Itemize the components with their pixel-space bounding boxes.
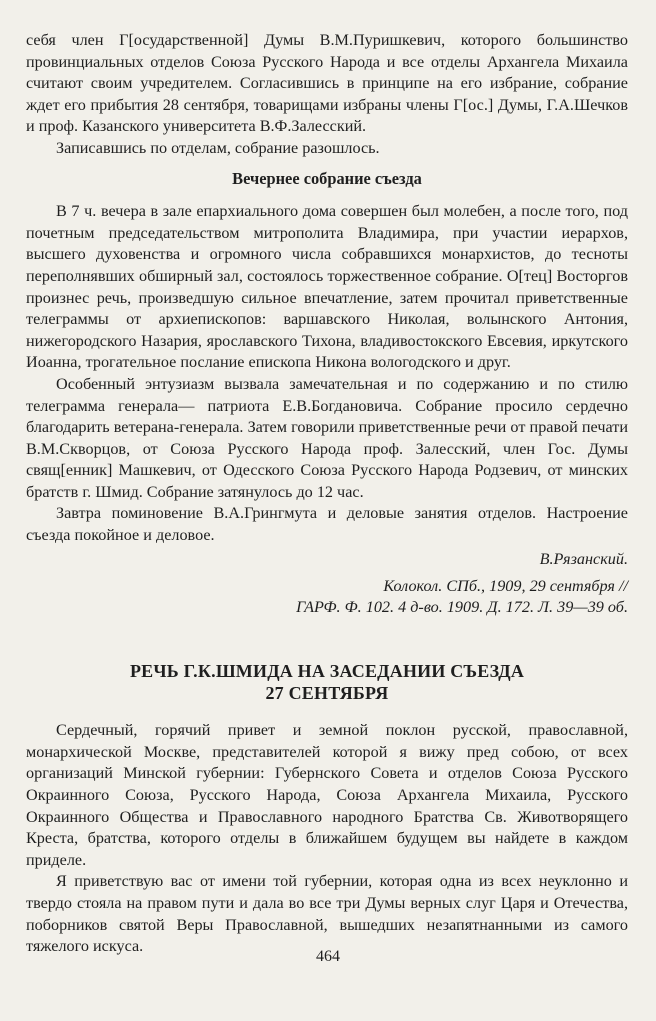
intro-paragraph-1: себя член Г[осударственной] Думы В.М.Пуришкевич, которого большинство провинциальных отделов Союза Русского Народа и все отделы Архангела Михаила считают своим учредителем. Согласившись в принципе на его избрание, собрание ждет его прибытия 28 сентября, товарищами избраны члены Г[ос.] Думы, Г.А.Шечков и проф. Казанского университета В.Ф.Залесский. xyxy=(26,31,628,136)
signature: В.Рязанский. xyxy=(539,549,628,568)
source-line-1: Колокол. СПб., 1909, 29 сентября // xyxy=(383,577,628,596)
source-line-2: ГАРФ. Ф. 102. 4 д-во. 1909. Д. 172. Л. 39—39 об. xyxy=(296,598,628,617)
section-title xyxy=(26,660,628,704)
evening-paragraph-3: Завтра поминовение В.А.Грингмута и деловые занятия отделов. Настроение съезда покойное и деловое. xyxy=(26,504,628,545)
speech-paragraph-1: Сердечный, горячий привет и земной поклон русской, православной, монархической Москве, представителей которой я вижу пред собою, от всех организаций Минской губернии: Губернского Совета и отделов Союза Русского Окраинного Союза, Русского Народа, Союза Архангела Михаила, Русского Окраинного Общества и Православного народного Братства Св. Животворящего Креста, братства, которого отделы в ближайшем будущем вы найдете в каждом приделе. xyxy=(26,721,628,869)
evening-paragraph-2: Особенный энтузиазм вызвала замечательная и по содержанию и по стилю телеграмма генерала— патриота Е.В.Богдановича. Собрание просило сердечно благодарить ветерана-генерала. Затем говорили приветственные речи от правой печати В.М.Скворцов, от Союза Русского Народа проф. Залесский, член Гос. Думы свящ[енник] Машкевич, от Одесского Союза Русского Народа Родзевич, от минских братств г. Шмид. Собрание затянулось до 12 час. xyxy=(26,374,628,501)
section-title-line-1: РЕЧЬ Г.К.ШМИДА НА ЗАСЕДАНИИ СЪЕЗДА xyxy=(129,661,525,682)
evening-heading: Вечернее собрание съезда xyxy=(232,168,422,188)
section-title-line-2: 27 СЕНТЯБРЯ xyxy=(265,683,389,704)
source-citation xyxy=(26,576,628,618)
speech-paragraph-2: Я приветствую вас от имени той губернии, которая одна из всех неуклонно и твердо стояла на правом пути и дала во все три Думы верных слуг Царя и Отечества, поборников святой Веры Православной, вышедших незапятнанными из самого тяжелого искуса. xyxy=(26,872,628,956)
evening-paragraph-1: В 7 ч. вечера в зале епархиального дома совершен был молебен, а после того, под почетным председательством митрополита Владимира, при участии иерархов, высшего духовенства и огромного числа собравшихся монархистов, до тесноты переполнявших обширный зал, состоялось торжественное собрание. О[тец] Восторгов произнес речь, произведшую сильное впечатление, затем прочитал приветственные телеграммы от архиепископов: варшавского Николая, волынского Антония, нижегородского Назария, ярославского Тихона, владивостокского Евсевия, иркутского Иоанна, трогательное послание епископа Никона вологодского и друг. xyxy=(26,202,628,372)
page-number: 464 xyxy=(316,948,340,965)
text-block xyxy=(26,30,628,958)
intro-paragraph-2: Записавшись по отделам, собрание разошлось. xyxy=(56,138,380,157)
